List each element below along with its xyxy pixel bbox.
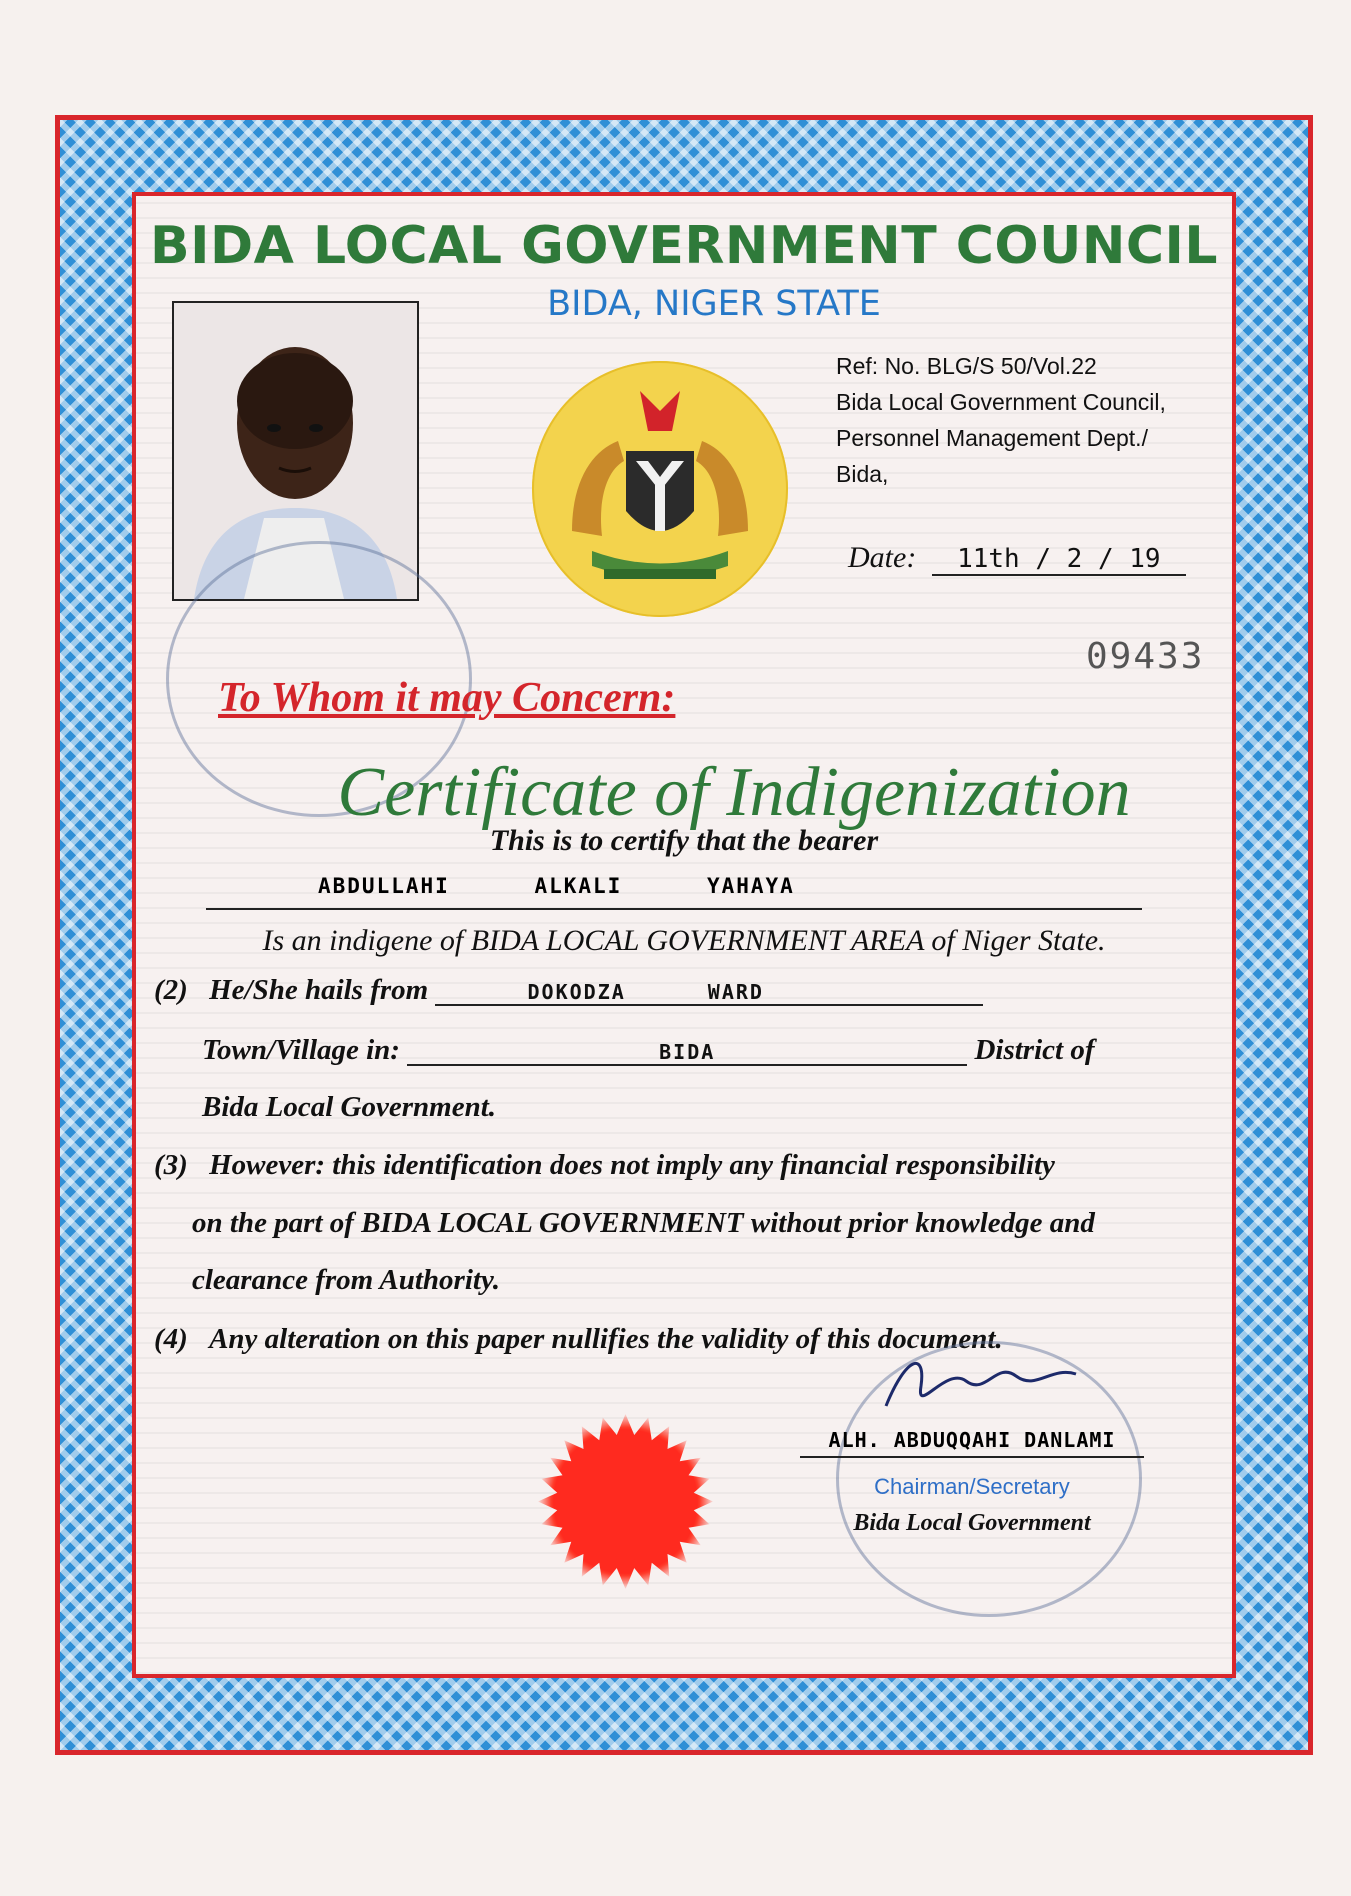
date-value: 11th / 2 / 19: [932, 544, 1186, 576]
bearer-middle-name: ALKALI: [534, 874, 623, 898]
indigene-statement: Is an indigene of BIDA LOCAL GOVERNMENT AREA of Niger State.: [262, 924, 1106, 957]
clause-4-text: Any alteration on this paper nullifies the validity of this document.: [209, 1323, 1003, 1355]
certificate-title: Certificate of Indigenization: [337, 754, 1131, 831]
local-government-line: Bida Local Government.: [202, 1091, 497, 1123]
signatory-name: ALH. ABDUQQAHI DANLAMI: [800, 1428, 1144, 1458]
coat-of-arms: [532, 361, 788, 617]
town-label: Town/Village in:: [202, 1034, 400, 1066]
clause-3-text-3: clearance from Authority.: [192, 1264, 500, 1296]
signatory-organization: Bida Local Government: [853, 1510, 1091, 1536]
signature-icon: [876, 1346, 1106, 1426]
red-seal: [538, 1414, 713, 1589]
clause-4-number: (4): [154, 1323, 188, 1355]
clause-3-text-1: However: this identification does not imply any financial responsibility: [209, 1149, 1055, 1181]
signatory-title: Chairman/Secretary: [874, 1474, 1070, 1499]
clause-3-number: (3): [154, 1149, 188, 1181]
state-subheading: BIDA, NIGER STATE: [547, 284, 881, 324]
coat-of-arms-icon: [532, 361, 788, 617]
district-label: District of: [974, 1034, 1095, 1066]
certificate-inner-panel: [132, 192, 1236, 1678]
reference-line: Bida,: [836, 461, 889, 487]
certify-intro: This is to certify that the bearer: [489, 824, 879, 857]
ward-name: DOKODZA: [527, 980, 626, 1004]
bearer-first-name: ABDULLAHI: [318, 874, 450, 898]
bearer-name-line: [206, 866, 1142, 910]
certificate-sheet: [55, 115, 1313, 1755]
clause-2-line-1: [154, 974, 983, 1007]
ward-suffix: WARD: [707, 980, 764, 1004]
reference-line: Bida Local Government Council,: [836, 389, 1166, 415]
clause-3-text-2: on the part of BIDA LOCAL GOVERNMENT without prior knowledge and: [192, 1207, 1095, 1239]
reference-line: Ref: No. BLG/S 50/Vol.22: [836, 353, 1097, 379]
town-value: BIDA: [407, 1040, 967, 1066]
clause-3-line-1: [154, 1149, 1055, 1182]
clause-2-number: (2): [154, 974, 188, 1006]
date-row: [848, 541, 1186, 576]
council-heading: BIDA LOCAL GOVERNMENT COUNCIL: [149, 216, 1219, 276]
clause-2-line-2: [202, 1034, 1095, 1067]
date-label: Date:: [848, 541, 917, 574]
bearer-last-name: YAHAYA: [706, 874, 795, 898]
reference-block: [836, 348, 1166, 492]
reference-line: Personnel Management Dept./: [836, 425, 1148, 451]
serial-number: 09433: [1086, 636, 1205, 677]
salutation: To Whom it may Concern:: [218, 675, 676, 721]
ward-field: [435, 980, 983, 1006]
clause-2-lead: He/She hails from: [209, 974, 429, 1006]
